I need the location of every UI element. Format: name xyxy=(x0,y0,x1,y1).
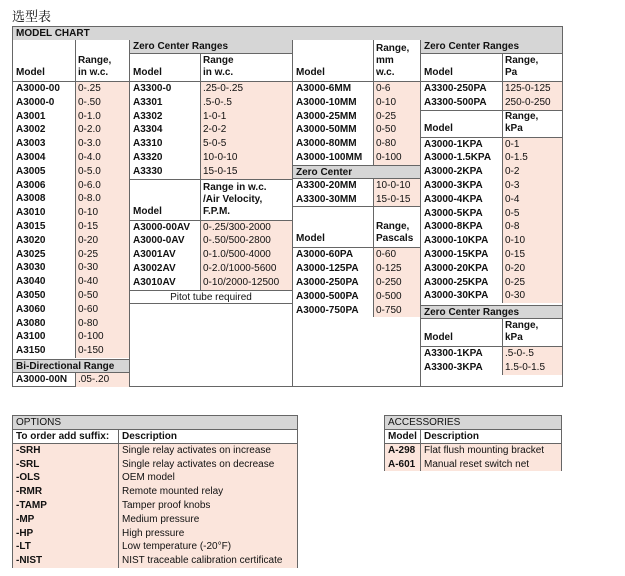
model-number: A3001 xyxy=(16,110,46,122)
model-row xyxy=(130,96,292,110)
range-value: 0-60 xyxy=(376,249,397,261)
bidirectional-row xyxy=(13,373,129,387)
col4-header xyxy=(421,54,562,82)
model-row xyxy=(421,262,562,276)
range-value: .25-0-.25 xyxy=(203,83,244,94)
kpa-header xyxy=(421,110,562,138)
accessory-row xyxy=(385,457,562,471)
model-number: A3000-1.5KPA xyxy=(424,152,492,164)
range-value: 0-4 xyxy=(505,193,520,205)
model-row xyxy=(13,110,129,124)
model-row xyxy=(421,289,562,303)
model-number: A3320 xyxy=(133,151,163,163)
range-value: 0-8 xyxy=(505,221,520,233)
range-value: 0-125 xyxy=(376,263,402,275)
model-number: A3000-5KPA xyxy=(424,207,483,219)
range-value: 0-1.5 xyxy=(505,152,528,164)
model-number: A3000-2KPA xyxy=(424,166,483,178)
range-value: .5-0-.5 xyxy=(203,96,232,108)
range-value: 5-0-5 xyxy=(203,138,227,150)
range-value: 0-1 xyxy=(505,138,520,150)
model-row xyxy=(421,82,562,96)
model-number: A3330 xyxy=(133,165,163,177)
range-value: 0-5.0 xyxy=(78,165,101,177)
model-row xyxy=(293,151,420,165)
model-row xyxy=(130,262,292,276)
model-row xyxy=(293,193,420,207)
model-row xyxy=(130,221,292,235)
options-suffix-header: To order add suffix: xyxy=(13,430,119,444)
option-row xyxy=(13,512,298,526)
model-number: A3003 xyxy=(16,138,46,150)
col4-zero-center-kpa-title: Zero Center Ranges xyxy=(421,305,562,319)
range-value: 0-2.0 xyxy=(78,124,101,136)
model-row xyxy=(13,317,129,331)
range-value: 0-30 xyxy=(78,262,99,274)
model-number: A3000-3KPA xyxy=(424,179,483,191)
col3-range-header-3: w.c. xyxy=(376,67,395,78)
air-velocity-rows xyxy=(130,221,292,290)
col3-zero-center-rows xyxy=(293,179,420,207)
col2-model-header: Model xyxy=(133,67,162,78)
description-cell: Tamper proof knobs xyxy=(119,499,298,513)
code-cell: -SRH xyxy=(13,444,119,458)
col4-range-header-2: Pa xyxy=(505,67,518,78)
bidirectional-range: .05-.20 xyxy=(78,373,110,385)
model-number: A3000-10KPA xyxy=(424,235,489,247)
code-cell: -NIST xyxy=(13,554,119,568)
model-row xyxy=(421,234,562,248)
col1-rows xyxy=(13,82,129,358)
range-value: 0-.25/300-2000 xyxy=(203,221,271,233)
description-cell: Medium pressure xyxy=(119,512,298,526)
range-value: 0-1.0 xyxy=(78,110,101,122)
model-number: A3310 xyxy=(133,138,163,150)
model-row xyxy=(130,110,292,124)
kpa-header-1: Range, xyxy=(505,110,539,122)
model-row xyxy=(13,179,129,193)
zc-kpa-rows xyxy=(421,347,562,375)
code-cell: -RMR xyxy=(13,485,119,499)
option-row xyxy=(13,457,298,471)
range-value: 0-6 xyxy=(376,83,391,94)
range-value: 2-0-2 xyxy=(203,124,227,136)
model-number: A3000-0AV xyxy=(133,235,185,247)
model-number: A3015 xyxy=(16,220,46,232)
col3-model-header: Model xyxy=(296,67,325,78)
range-value: 15-0-15 xyxy=(376,193,411,205)
option-row xyxy=(13,540,298,554)
code-cell: -LT xyxy=(13,540,119,554)
range-value: 0-20 xyxy=(78,234,99,246)
model-row xyxy=(421,207,562,221)
model-number: A3002 xyxy=(16,124,46,136)
model-number: A3006 xyxy=(16,179,46,191)
code-cell: A-298 xyxy=(385,444,421,458)
model-number: A3300-250PA xyxy=(424,83,487,94)
model-number: A3300-20MM xyxy=(296,179,357,191)
model-number: A3300-3KPA xyxy=(424,361,483,373)
col1-header xyxy=(13,40,129,82)
model-number: A3001AV xyxy=(133,249,176,261)
range-value: 0-50 xyxy=(78,289,99,301)
model-row xyxy=(13,206,129,220)
model-number: A3300-30MM xyxy=(296,193,357,205)
model-row xyxy=(13,192,129,206)
accessory-row xyxy=(385,444,562,458)
code-cell: -MP xyxy=(13,512,119,526)
range-value: 0-2 xyxy=(505,166,520,178)
model-number: A3000-00AV xyxy=(133,221,191,233)
col2-header xyxy=(130,54,292,82)
col4-range-header-1: Range, xyxy=(505,55,539,66)
model-row xyxy=(421,220,562,234)
model-number: A3000-125PA xyxy=(296,263,359,275)
col3-header xyxy=(293,40,420,82)
model-row xyxy=(421,165,562,179)
range-value: 0-80 xyxy=(78,317,99,329)
model-number: A3000-10MM xyxy=(296,96,357,108)
model-number: A3150 xyxy=(16,345,46,357)
model-row xyxy=(421,347,562,361)
range-value: 10-0-10 xyxy=(376,179,411,191)
pa-kpa-column xyxy=(421,40,562,386)
option-row xyxy=(13,499,298,513)
model-number: A3002AV xyxy=(133,262,176,274)
model-row xyxy=(421,179,562,193)
air-velocity-header-3: F.P.M. xyxy=(203,205,231,217)
model-row xyxy=(130,276,292,290)
range-value: 0-100 xyxy=(78,331,104,343)
description-cell: High pressure xyxy=(119,526,298,540)
model-number: A3050 xyxy=(16,289,46,301)
range-value: 0-100 xyxy=(376,151,402,163)
accessories-model-header: Model xyxy=(385,430,421,444)
range-value: 125-0-125 xyxy=(505,83,551,94)
model-row xyxy=(13,275,129,289)
model-number: A3040 xyxy=(16,276,46,288)
col1-range-header-1: Range, xyxy=(78,55,112,66)
model-row xyxy=(130,165,292,179)
model-row xyxy=(13,248,129,262)
col2-range-header-1: Range xyxy=(203,55,234,66)
range-value: 0-3 xyxy=(505,179,520,191)
model-row xyxy=(421,248,562,262)
range-value: 0-15 xyxy=(78,220,99,232)
range-value: 0-10/2000-12500 xyxy=(203,276,280,288)
model-row xyxy=(130,137,292,151)
range-value: 0-250 xyxy=(376,276,402,288)
model-number: A3000-6MM xyxy=(296,83,352,94)
model-number: A3025 xyxy=(16,248,46,260)
model-row xyxy=(130,82,292,96)
pascals-header xyxy=(293,206,420,248)
range-value: 0-10 xyxy=(505,235,526,247)
model-number: A3300-0 xyxy=(133,83,172,94)
model-number: A3302 xyxy=(133,110,163,122)
model-row xyxy=(293,248,420,262)
model-number: A3300-1KPA xyxy=(424,348,483,360)
range-value: 0-8.0 xyxy=(78,193,101,205)
col2-range-header-2: in w.c. xyxy=(203,67,234,78)
model-number: A3000-00 xyxy=(16,83,60,94)
zc-kpa-header-2: kPa xyxy=(505,332,523,344)
model-row xyxy=(13,96,129,110)
pascals-model-header: Model xyxy=(296,233,325,245)
col2-rows xyxy=(130,82,292,179)
range-value: .5-0-.5 xyxy=(505,348,534,360)
model-number: A3000-25KPA xyxy=(424,276,489,288)
bidirectional-model: A3000-00N xyxy=(16,373,68,385)
options-title: OPTIONS xyxy=(13,416,298,430)
zc-kpa-header-1: Range, xyxy=(505,320,539,332)
code-cell: -HP xyxy=(13,526,119,540)
model-row xyxy=(293,290,420,304)
model-number: A3000-80MM xyxy=(296,138,357,150)
model-row xyxy=(293,262,420,276)
range-value: 0-10 xyxy=(376,96,397,108)
accessories-table xyxy=(384,415,562,471)
range-value: 0-.50 xyxy=(78,96,101,108)
model-row xyxy=(13,289,129,303)
kpa-model-header: Model xyxy=(424,122,453,134)
model-number: A3000-25MM xyxy=(296,110,357,122)
option-row xyxy=(13,471,298,485)
model-number: A3000-20KPA xyxy=(424,262,489,274)
range-value: 0-500 xyxy=(376,290,402,302)
model-number: A3000-15KPA xyxy=(424,248,489,260)
range-value: 0-20 xyxy=(505,262,526,274)
metric-column xyxy=(293,40,421,386)
model-row xyxy=(293,304,420,318)
model-number: A3004 xyxy=(16,151,46,163)
model-number: A3000-50MM xyxy=(296,124,357,136)
model-row xyxy=(130,234,292,248)
model-number: A3005 xyxy=(16,165,46,177)
description-cell: Manual reset switch net xyxy=(421,457,562,471)
page-title: 选型表 xyxy=(12,10,52,25)
description-cell: Remote mounted relay xyxy=(119,485,298,499)
accessories-desc-header: Description xyxy=(421,430,562,444)
model-row xyxy=(293,110,420,124)
air-velocity-header-2: /Air Velocity, xyxy=(203,193,263,205)
range-value: 0-25 xyxy=(78,248,99,260)
range-value: 0-150 xyxy=(78,345,104,357)
range-value: 0-80 xyxy=(376,138,397,150)
model-row xyxy=(293,137,420,151)
model-row xyxy=(13,82,129,96)
range-value: 0-25 xyxy=(505,276,526,288)
model-row xyxy=(13,165,129,179)
options-table xyxy=(12,415,298,568)
code-cell: A-601 xyxy=(385,457,421,471)
option-row xyxy=(13,485,298,499)
description-cell: Single relay activates on increase xyxy=(119,444,298,458)
model-row xyxy=(421,276,562,290)
model-row xyxy=(13,303,129,317)
model-row xyxy=(421,138,562,152)
model-number: A3000-250PA xyxy=(296,276,359,288)
model-row xyxy=(13,220,129,234)
model-row xyxy=(130,151,292,165)
model-number: A3000-60PA xyxy=(296,249,354,261)
range-value: 0-15 xyxy=(505,248,526,260)
col3-range-header-1: Range, xyxy=(376,43,410,54)
model-row xyxy=(130,123,292,137)
model-row xyxy=(293,96,420,110)
range-value: 0-1.0/500-4000 xyxy=(203,249,271,261)
model-number: A3000-4KPA xyxy=(424,193,483,205)
range-value: 0-50 xyxy=(376,124,397,136)
option-row xyxy=(13,444,298,458)
range-value: 0-750 xyxy=(376,304,402,316)
range-value: 0-40 xyxy=(78,276,99,288)
air-velocity-header xyxy=(130,179,292,221)
range-value: 0-6.0 xyxy=(78,179,101,191)
col4-rows xyxy=(421,82,562,110)
pitot-tube-note: Pitot tube required xyxy=(130,290,292,304)
col4-model-header: Model xyxy=(424,67,453,78)
range-value: 0-.50/500-2800 xyxy=(203,235,271,247)
model-row xyxy=(13,151,129,165)
model-row xyxy=(13,330,129,344)
air-velocity-header-1: Range in w.c. xyxy=(203,181,267,193)
range-value: 0-30 xyxy=(505,290,526,302)
model-number: A3030 xyxy=(16,262,46,274)
pascals-rows xyxy=(293,248,420,317)
description-cell: Flat flush mounting bracket xyxy=(421,444,562,458)
model-row xyxy=(293,276,420,290)
range-value: 10-0-10 xyxy=(203,151,238,163)
model-number: A3000-750PA xyxy=(296,304,359,316)
model-row xyxy=(293,123,420,137)
model-row xyxy=(293,179,420,193)
model-row xyxy=(13,137,129,151)
col3-rows xyxy=(293,82,420,165)
col2-zero-center-title: Zero Center Ranges xyxy=(130,40,292,54)
kpa-rows xyxy=(421,138,562,304)
model-number: A3060 xyxy=(16,303,46,315)
model-number: A3000-1KPA xyxy=(424,138,483,150)
pascals-header-2: Pascals xyxy=(376,233,414,245)
model-row xyxy=(13,261,129,275)
air-velocity-model-header: Model xyxy=(133,205,162,217)
code-cell: -OLS xyxy=(13,471,119,485)
range-value: 0-3.0 xyxy=(78,138,101,150)
code-cell: -SRL xyxy=(13,457,119,471)
col4-zero-center-title: Zero Center Ranges xyxy=(421,40,562,54)
description-cell: NIST traceable calibration certificate xyxy=(119,554,298,568)
range-value: 0-60 xyxy=(78,303,99,315)
options-desc-header: Description xyxy=(119,430,298,444)
model-number: A3100 xyxy=(16,331,46,343)
model-row xyxy=(421,96,562,110)
option-row xyxy=(13,526,298,540)
col3-range-header-2: mm xyxy=(376,55,394,66)
model-chart-title: MODEL CHART xyxy=(13,27,562,41)
range-value: 15-0-15 xyxy=(203,165,238,177)
zc-kpa-model-header: Model xyxy=(424,332,453,344)
range-value: 0-2.0/1000-5600 xyxy=(203,262,277,274)
model-number: A3000-30KPA xyxy=(424,290,489,302)
model-row xyxy=(13,234,129,248)
col1-model-header: Model xyxy=(16,67,45,78)
code-cell: -TAMP xyxy=(13,499,119,513)
model-number: A3000-8KPA xyxy=(424,221,483,233)
model-number: A3020 xyxy=(16,234,46,246)
accessories-title: ACCESSORIES xyxy=(385,416,562,430)
model-number: A3300-500PA xyxy=(424,96,487,108)
model-number: A3008 xyxy=(16,193,46,205)
range-value: 1-0-1 xyxy=(203,110,227,122)
zc-kpa-header xyxy=(421,319,562,347)
description-cell: Low temperature (-20°F) xyxy=(119,540,298,554)
kpa-header-2: kPa xyxy=(505,122,523,134)
model-row xyxy=(421,361,562,375)
model-number: A3000-100MM xyxy=(296,151,363,163)
pascals-header-1: Range, xyxy=(376,221,410,233)
range-value: 0-4.0 xyxy=(78,151,101,163)
model-number: A3301 xyxy=(133,96,163,108)
range-value: 0-.25 xyxy=(78,83,101,94)
model-row xyxy=(421,193,562,207)
range-value: 0-25 xyxy=(376,110,397,122)
model-number: A3000-0 xyxy=(16,96,55,108)
zero-center-column xyxy=(130,40,293,386)
model-row xyxy=(293,82,420,96)
model-number: A3304 xyxy=(133,124,163,136)
model-row xyxy=(130,248,292,262)
description-cell: Single relay activates on decrease xyxy=(119,457,298,471)
range-value: 0-10 xyxy=(78,207,99,219)
col1-range-header-2: in w.c. xyxy=(78,67,109,78)
model-number: A3010AV xyxy=(133,276,176,288)
range-value: 1.5-0-1.5 xyxy=(505,361,546,373)
model-chart xyxy=(12,26,563,387)
model-row xyxy=(13,123,129,137)
model-row xyxy=(13,344,129,358)
model-row xyxy=(421,151,562,165)
model-number: A3010 xyxy=(16,207,46,219)
col3-zero-center-title: Zero Center xyxy=(293,165,420,179)
model-number: A3080 xyxy=(16,317,46,329)
standard-range-column xyxy=(13,40,130,386)
bidirectional-range-title: Bi-Directional Range xyxy=(13,359,129,373)
model-number: A3000-500PA xyxy=(296,290,359,302)
range-value: 250-0-250 xyxy=(505,96,551,108)
range-value: 0-5 xyxy=(505,207,520,219)
option-row xyxy=(13,554,298,568)
description-cell: OEM model xyxy=(119,471,298,485)
